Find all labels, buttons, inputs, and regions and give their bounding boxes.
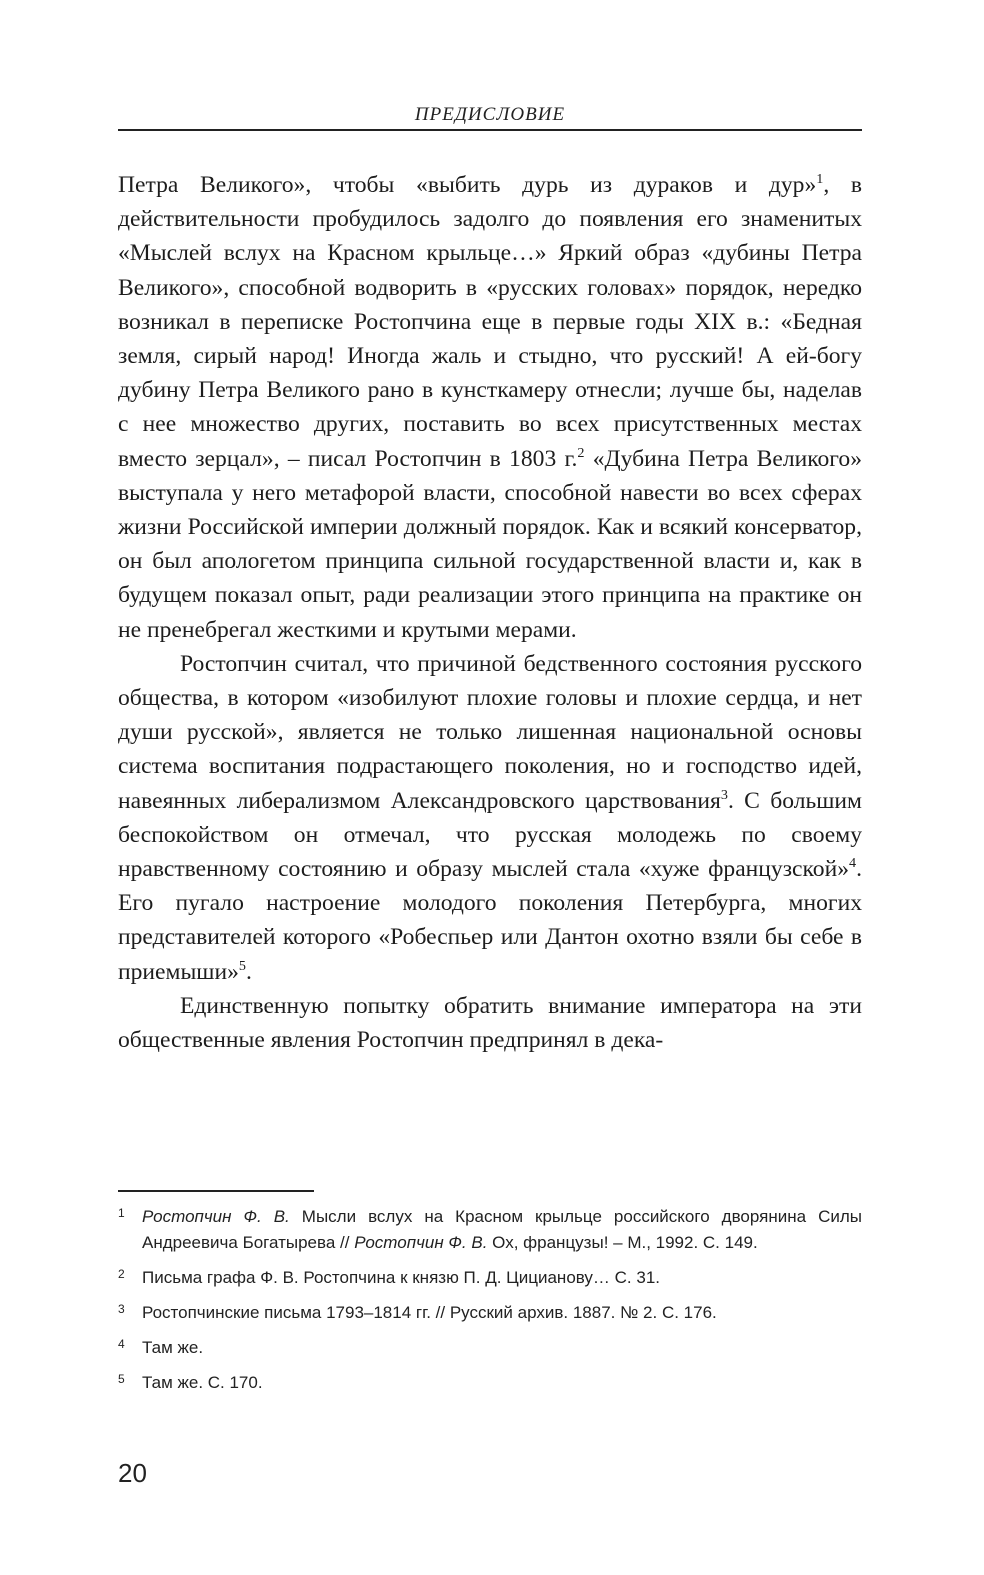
footnote-number: 5: [118, 1372, 125, 1386]
footnote-text: Ростопчинские письма 1793–1814 гг. // Русский архив. 1887. № 2. С. 176.: [142, 1303, 717, 1322]
header-rule: [118, 129, 862, 131]
footnote-number: 4: [118, 1337, 125, 1351]
paragraph-2-part-2: . С большим беспокойством он отмечал, что русская молодежь по своему нравственному состоянию и образу мыслей стала «хуже французской»: [118, 787, 862, 883]
footnote-text: Мысли вслух на Красном крыльце российского дворянина Силы Андреевича Богатырева //: [142, 1207, 862, 1252]
footnote-number: 1: [118, 1206, 125, 1220]
footnotes: [118, 1204, 862, 1405]
paragraph-2-part-3: . Его пугало настроение молодого поколения Петербурга, многих представителей которого «Робеспьер или Дантон охотно взяли бы себе в приемыши»: [118, 856, 862, 985]
footnote-text: Ох, французы! – М., 1992. С. 149.: [487, 1233, 758, 1252]
main-text: [118, 168, 862, 1057]
paragraph-1: [118, 168, 862, 647]
footnote-ref-1: 1: [816, 171, 824, 188]
paragraph-1-part-2: , в действительности пробудилось задолго до появления его знаменитых «Мыслей вслух на Красном крыльце…» Яркий образ «дубины Петра Великого», способной водворить в «русских головах» порядок, нередко возникал в переписке Ростопчина еще в первые годы XIX в.: «Бедная земля, сирый народ! Иногда жаль и стыдно, что русский! А ей-богу дубину Петра Великого рано в кунсткамеру отнесли; лучше бы, наделав с нее множество других, поставить во всех присутственных местах вместо зерцал», – писал Ростопчин в 1803 г.: [118, 172, 862, 472]
paragraph-3-part-1: Единственную попытку обратить внимание императора на эти общественные явления Ростопчин предпринял в дека-: [118, 992, 862, 1054]
paragraph-3: [118, 989, 862, 1057]
paragraph-2-part-1: Ростопчин считал, что причиной бедственного состояния русского общества, в котором «изобилуют плохие головы и плохие сердца, и нет души русской», является не только лишенная национальной основы система воспитания подрастающего поколения, но и господство идей, навеянных либерализмом Александровского царствования: [118, 650, 862, 814]
footnote-author: Ростопчин Ф. В.: [142, 1207, 290, 1226]
footnote-3: [118, 1300, 862, 1326]
footnote-number: 2: [118, 1267, 125, 1281]
running-header: ПРЕДИСЛОВИЕ: [414, 104, 566, 125]
footnote-text: Там же.: [142, 1338, 204, 1357]
footnote-number: 3: [118, 1302, 125, 1316]
footnote-ref-2: 2: [577, 444, 585, 461]
paragraph-1-part-1: Петра Великого», чтобы «выбить дурь из дураков и дур»: [118, 172, 817, 198]
footnote-text: Там же. С. 170.: [142, 1373, 263, 1392]
footnote-2: [118, 1265, 862, 1291]
paragraph-2: [118, 647, 862, 989]
footnote-1: [118, 1204, 862, 1256]
paragraph-2-part-4: .: [245, 958, 252, 985]
paragraph-1-part-3: «Дубина Петра Великого» выступала у него метафорой власти, способной навести во всех сферах жизни Российской империи должный порядок. Как и всякий консерватор, он был апологетом принципа сильной государственной власти и, как в будущем показал опыт, ради реализации этого принципа на практике он не пренебрегал жесткими и крутыми мерами.: [118, 445, 862, 643]
footnote-author: Ростопчин Ф. В.: [354, 1233, 488, 1252]
footnote-4: [118, 1335, 862, 1361]
book-page: [118, 0, 862, 1575]
page-number: 20: [118, 1458, 147, 1488]
footnote-rule: [118, 1190, 314, 1192]
footnote-text: Письма графа Ф. В. Ростопчина к князю П. Д. Цицианову… С. 31.: [142, 1268, 661, 1287]
footnote-ref-4: 4: [849, 855, 857, 872]
footnote-5: [118, 1370, 862, 1396]
footnote-ref-3: 3: [720, 786, 728, 803]
footnote-ref-5: 5: [238, 957, 246, 974]
